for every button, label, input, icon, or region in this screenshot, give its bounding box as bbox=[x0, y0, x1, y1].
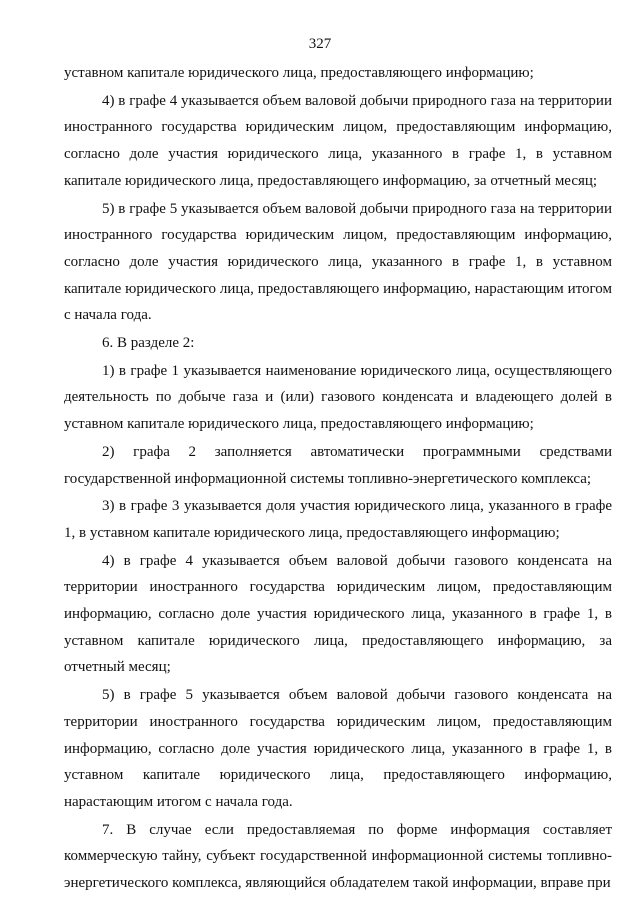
paragraph-section-7: 7. В случае если предоставляемая по форме информация составляет коммерческую тайну, субъект государственной информационной системы топливно-энергетического комплекса, являющийся обладателем такой информации, вправе при bbox=[64, 821, 612, 892]
section-heading-6: 6. В разделе 2: bbox=[102, 335, 195, 352]
paragraph-item-3-section2: 3) в графе 3 указывается доля участия юридического лица, указанного в графе 1, в уставном капитале юридического лица, предоставляющего информацию; bbox=[64, 498, 612, 541]
paragraph-item-4-condensate: 4) в графе 4 указывается объем валовой добычи газового конденсата на территории иностранного государства юридическим лицом, предоставляющим информацию, согласно доле участия юридического лица, указанного в графе 1, в уставном капитале юридического лица, предоставляющего информацию, за отчетный месяц; bbox=[64, 552, 612, 676]
document-body bbox=[64, 60, 612, 897]
paragraph-item-1-section2: 1) в графе 1 указывается наименование юридического лица, осуществляющего деятельность по добыче газа и (или) газового конденсата и владеющего долей в уставном капитале юридического лица, предоставляющего информацию; bbox=[64, 362, 612, 433]
page-number: 327 bbox=[308, 36, 332, 52]
paragraph-item-5-condensate: 5) в графе 5 указывается объем валовой добычи газового конденсата на территории иностранного государства юридическим лицом, предоставляющим информацию, согласно доле участия юридического лица, указанного в графе 1, в уставном капитале юридического лица, предоставляющего информацию, нарастающим итогом с начала года. bbox=[64, 687, 612, 810]
paragraph-item-5-gas: 5) в графе 5 указывается объем валовой добычи природного газа на территории иностранного государства юридическим лицом, предоставляющим информацию, согласно доле участия юридического лица, указанного в графе 1, в уставном капитале юридического лица, предоставляющего информацию, нарастающим итогом с начала года. bbox=[64, 200, 612, 324]
paragraph-item-2-section2: 2) графа 2 заполняется автоматически программными средствами государственной информационной системы топливно-энергетического комплекса; bbox=[64, 443, 612, 487]
paragraph-continuation: уставном капитале юридического лица, предоставляющего информацию; bbox=[64, 65, 534, 81]
paragraph-item-4-gas: 4) в графе 4 указывается объем валовой добычи природного газа на территории иностранного государства юридическим лицом, предоставляющим информацию, согласно доле участия юридического лица, указанного в графе 1, в уставном капитале юридического лица, предоставляющего информацию, за отчетный месяц; bbox=[64, 92, 612, 189]
